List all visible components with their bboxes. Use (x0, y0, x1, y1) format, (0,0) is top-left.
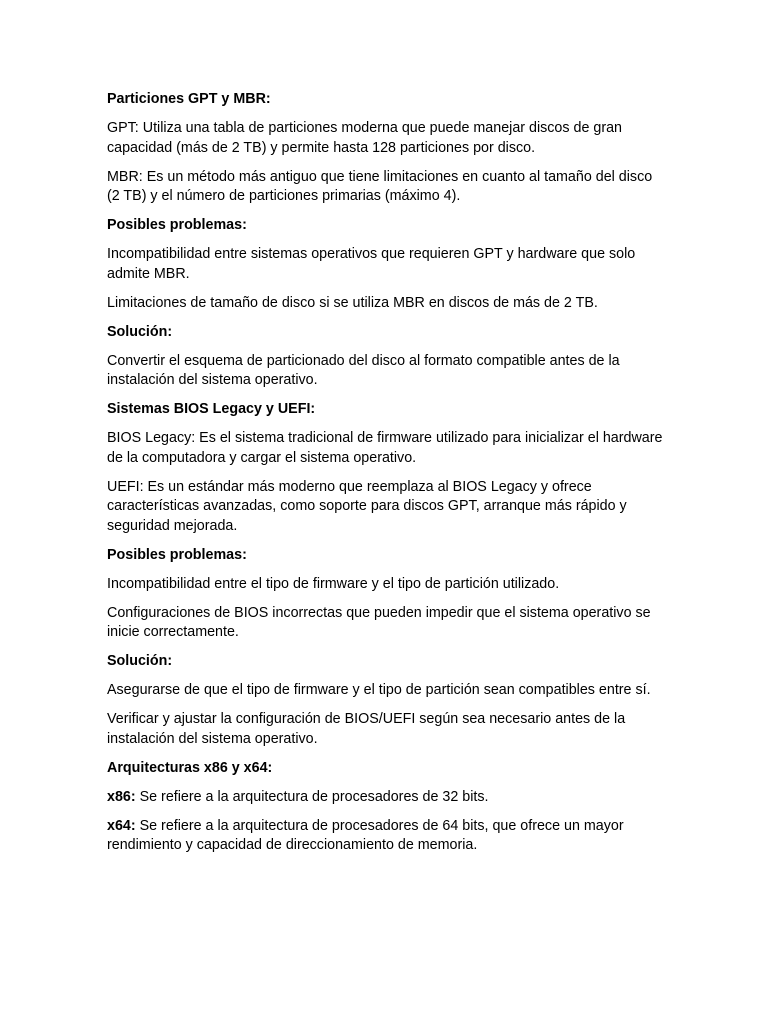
problems-heading-gpt-mbr: Posibles problemas: (107, 217, 247, 233)
section-heading-gpt-mbr: Particiones GPT y MBR: (107, 91, 271, 107)
document-page (107, 90, 667, 865)
solution-heading-gpt-mbr: Solución: (107, 323, 173, 340)
problem-paragraph: Configuraciones de BIOS incorrectas que pueden impedir que el sistema operativo se inicie correctamente. (107, 604, 651, 640)
x86-text: Se refiere a la arquitectura de procesadores de 32 bits. (135, 788, 489, 805)
paragraph-x64 (107, 817, 667, 856)
problems-heading-bios-uefi: Posibles problemas: (107, 546, 247, 563)
solution-paragraph: Asegurarse de que el tipo de firmware y el tipo de partición sean compatibles entre sí. (107, 682, 651, 698)
paragraph-bios-legacy: BIOS Legacy: Es el sistema tradicional de firmware utilizado para inicializar el hardware de la computadora y cargar el sistema operativo. (107, 430, 663, 466)
x86-label: x86: (107, 788, 136, 805)
problem-paragraph: Incompatibilidad entre el tipo de firmware y el tipo de partición utilizado. (107, 575, 560, 592)
paragraph-mbr: MBR: Es un método más antiguo que tiene limitaciones en cuanto al tamaño del disco (2 TB) y el número de particiones primarias (máximo 4). (107, 168, 653, 204)
paragraph-gpt: GPT: Utiliza una tabla de particiones moderna que puede manejar discos de gran capacidad (más de 2 TB) y permite hasta 128 particiones por disco. (107, 120, 622, 156)
section-heading-architectures: Arquitecturas x86 y x64: (107, 759, 273, 776)
x64-label: x64: (107, 817, 136, 834)
solution-heading-bios-uefi: Solución: (107, 653, 173, 669)
paragraph-x86 (107, 788, 667, 808)
problem-paragraph: Limitaciones de tamaño de disco si se utiliza MBR en discos de más de 2 TB. (107, 294, 598, 311)
solution-paragraph: Verificar y ajustar la configuración de BIOS/UEFI según sea necesario antes de la instalación del sistema operativo. (107, 711, 626, 747)
section-heading-bios-uefi: Sistemas BIOS Legacy y UEFI: (107, 401, 316, 417)
paragraph-uefi: UEFI: Es un estándar más moderno que reemplaza al BIOS Legacy y ofrece características avanzadas, como soporte para discos GPT, arranque más rápido y seguridad mejorada. (107, 478, 627, 534)
x64-text: Se refiere a la arquitectura de procesadores de 64 bits, que ofrece un mayor rendimiento y capacidad de direccionamiento de memoria. (107, 817, 624, 853)
problem-paragraph: Incompatibilidad entre sistemas operativos que requieren GPT y hardware que solo admite MBR. (107, 246, 636, 282)
solution-paragraph: Convertir el esquema de particionado del disco al formato compatible antes de la instalación del sistema operativo. (107, 352, 620, 388)
